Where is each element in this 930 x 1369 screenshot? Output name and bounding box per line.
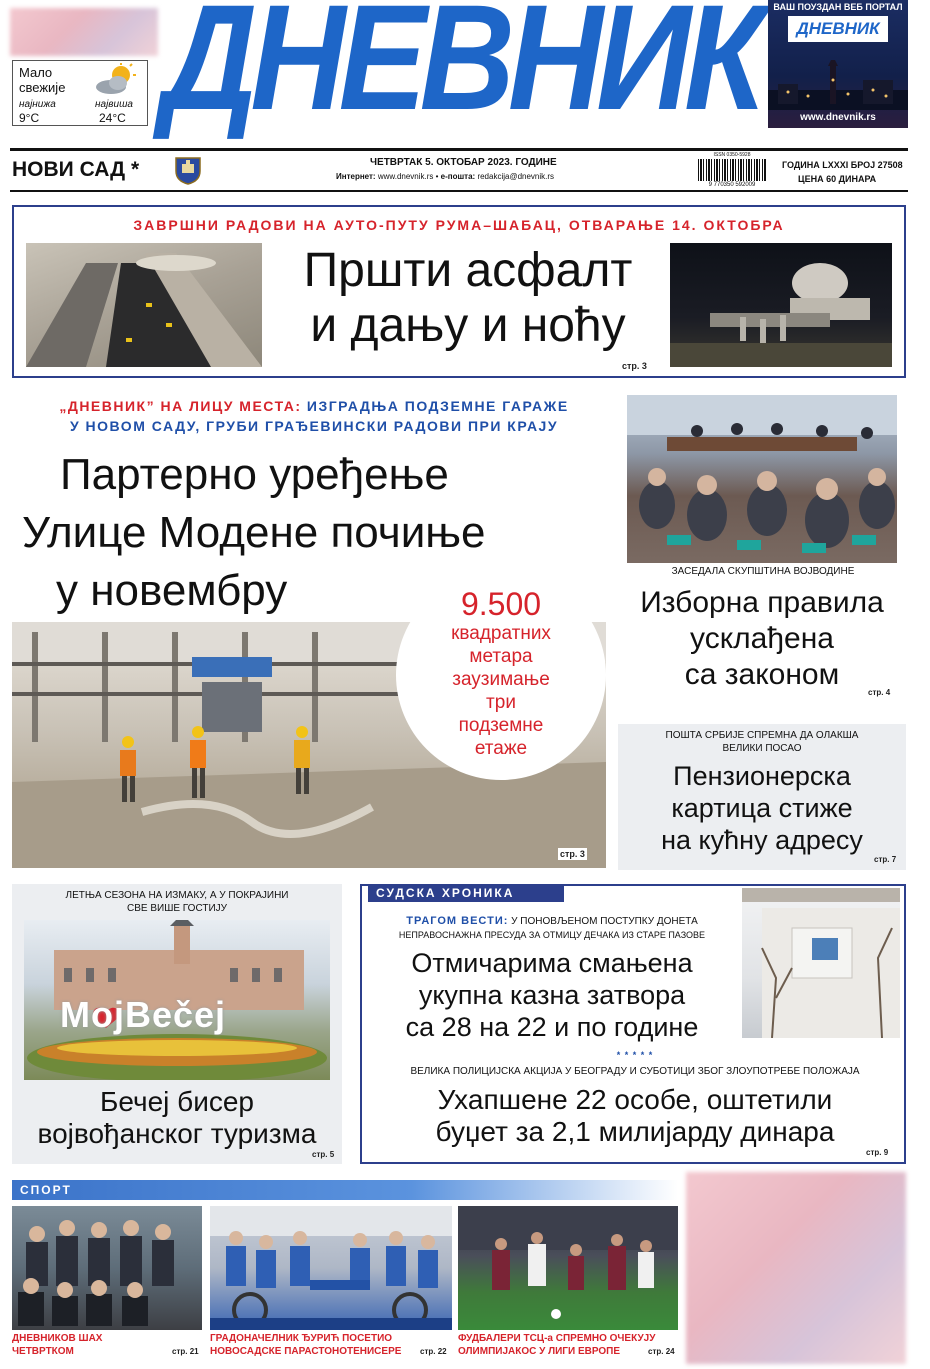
email-label: e-пошта: — [440, 172, 476, 181]
garage-kicker-blue-1: ИЗГРАДЊА ПОДЗЕМНЕ ГАРАЖЕ — [306, 398, 569, 414]
sport-section-label — [12, 1180, 678, 1200]
court-kicker-line-1 — [362, 915, 742, 927]
assembly-headline-3: са законом — [684, 658, 840, 691]
masthead-title: ДНЕВНИК — [162, 0, 759, 141]
badge-number: 9.500 — [460, 586, 542, 622]
promo-brand: ДНЕВНИК — [788, 16, 888, 42]
becej-page-ref[interactable]: стр. 5 — [312, 1150, 335, 1159]
sport-table-tennis-photo — [210, 1206, 452, 1330]
sport-chess-team-photo — [12, 1206, 202, 1330]
promo-tagline: ВАШ ПОУЗДАН ВЕБ ПОРТАЛ — [773, 2, 903, 12]
highway-page-ref[interactable]: стр. 3 — [622, 361, 647, 371]
dateline-issue: ГОДИНА LXXXI БРОЈ 27508 — [782, 160, 903, 170]
pension-headline-3: на кућну адресу — [661, 825, 863, 855]
weather-max-label: највиша — [95, 99, 133, 110]
court-kicker-blue: ТРАГОМ ВЕСТИ: — [406, 915, 509, 927]
court-section-label: СУДСКА ХРОНИКА — [368, 884, 564, 902]
highway-kicker: ЗАВРШНИ РАДОВИ НА АУТО-ПУТУ РУМА–ШАБАЦ, ОТВАРАЊЕ 14. ОКТОБРА — [133, 217, 785, 233]
assembly-session-photo — [627, 395, 897, 563]
dateline-city: НОВИ САД * — [12, 158, 140, 181]
assembly-kicker: ЗАСЕДАЛА СКУПШТИНА ВОЈВОДИНЕ — [671, 566, 855, 577]
garage-kicker-line-2: У НОВОМ САДУ, ГРУБИ ГРАЂЕВИНСКИ РАДОВИ ПРИ КРАЈУ — [69, 418, 559, 434]
badge-line: заузимање — [452, 669, 550, 690]
pension-page-ref[interactable]: стр. 7 — [874, 855, 897, 864]
becej-kicker-1: ЛЕТЊА СЕЗОНА НА ИЗМАКУ, А У ПОКРАЈИНИ — [65, 890, 289, 901]
court-kicker-3: ВЕЛИКА ПОЛИЦИЈСКА АКЦИЈА У БЕОГРАДУ И СУБОТИЦИ ЗБОГ ЗЛОУПОТРЕБЕ ПОЛОЖАЈА — [410, 1066, 860, 1077]
badge-line: метара — [469, 646, 533, 667]
court-kicker-2: НЕПРАВОСНАЖНА ПРЕСУДА ЗА ОТМИЦУ ДЕЧАКА ИЗ СТАРЕ ПАЗОВЕ — [398, 930, 706, 940]
web-portal-promo[interactable] — [768, 0, 908, 128]
dateline-top-rule — [10, 148, 908, 151]
area-badge — [396, 570, 606, 780]
dateline-price: ЦЕНА 60 ДИНАРА — [798, 174, 877, 184]
concrete-mixer-night-photo — [670, 243, 892, 367]
court-headline-5: буџет за 2,1 милијарду динара — [435, 1116, 835, 1147]
internet-label: Интернет: — [336, 172, 376, 181]
garage-headline-2: Улице Модене почиње — [22, 508, 486, 557]
assembly-page-ref[interactable]: стр. 4 — [868, 688, 891, 697]
court-headline-1: Отмичарима смањена — [411, 948, 693, 978]
sport-item-3-page-ref[interactable]: стр. 24 — [648, 1347, 675, 1356]
sport-section-text: СПОРТ — [20, 1183, 72, 1197]
sport-item-2-line-2[interactable]: НОВОСАДСКЕ ПАРАСТОНОТЕНИСЕРЕ — [210, 1346, 402, 1357]
sport-item-1-page-ref[interactable]: стр. 21 — [172, 1347, 199, 1356]
highway-headline-1: Пршти асфалт — [303, 244, 633, 297]
weather-min-value: 9°C — [19, 111, 40, 125]
dateline-date: ЧЕТВРТАК 5. ОКТОБАР 2023. ГОДИНЕ — [370, 157, 557, 168]
badge-line: етаже — [474, 738, 528, 759]
court-headline-2: укупна казна затвора — [418, 980, 686, 1010]
garage-page-ref[interactable]: стр. 3 — [560, 849, 585, 859]
blurred-ad-top-left — [10, 8, 158, 56]
weather-max-value: 24°C — [99, 111, 126, 125]
sport-item-3-line-2[interactable]: ОЛИМПИЈАКОС У ЛИГИ ЕВРОПЕ — [458, 1346, 621, 1357]
pension-kicker-1: ПОШТА СРБИЈЕ СПРЕМНА ДА ОЛАКША — [665, 730, 859, 741]
barcode-number: 9 770350 592009 — [708, 182, 756, 188]
weather-box — [12, 60, 148, 126]
becej-headline-1: Бечеј бисер — [100, 1086, 254, 1117]
sport-item-1-line-2[interactable]: ЧЕТВРТКОМ — [12, 1346, 74, 1357]
barcode-bars — [698, 159, 766, 181]
court-page-ref[interactable]: стр. 9 — [866, 1148, 889, 1157]
sport-item-2-line-1[interactable]: ГРАДОНАЧЕЛНИК ЂУРИЋ ПОСЕТИО — [210, 1333, 393, 1344]
pension-kicker-2: ВЕЛИКИ ПОСАО — [722, 743, 802, 754]
sport-football-match-photo — [458, 1206, 678, 1330]
badge-line: три — [486, 692, 516, 713]
pension-headline-1: Пензионерска — [673, 761, 851, 791]
internet-url[interactable]: www.dnevnik.rs — [377, 172, 434, 181]
promo-url[interactable]: www.dnevnik.rs — [800, 112, 876, 123]
garage-headline-3: у новембру — [56, 566, 288, 615]
sport-item-2-page-ref[interactable]: стр. 22 — [420, 1347, 447, 1356]
sport-item-1-line-1[interactable]: ДНЕВНИКОВ ШАХ — [12, 1333, 103, 1344]
badge-line: квадратних — [451, 623, 551, 644]
house-facade-photo — [742, 888, 900, 1038]
becej-town-sign-photo — [24, 920, 330, 1080]
garage-kicker-line-1 — [14, 398, 614, 414]
garage-headline-1: Партерно уређење — [60, 450, 449, 499]
city-crest-icon — [173, 155, 203, 185]
blurred-ad-bottom-right — [686, 1172, 906, 1364]
weather-min-label: најнижа — [19, 99, 56, 110]
pension-headline-2: картица стиже — [671, 793, 853, 823]
court-headline-3: са 28 на 22 и по године — [405, 1012, 699, 1042]
garage-kicker-red: „ДНЕВНИК” НА ЛИЦУ МЕСТА: — [59, 398, 302, 414]
issn-label: ISSN 0350-5928 — [713, 152, 751, 158]
highway-aerial-photo — [26, 243, 262, 367]
weather-condition: Мало свежије — [19, 65, 66, 95]
email-address[interactable]: redakcija@dnevnik.rs — [477, 172, 555, 181]
court-kicker-1: У ПОНОВЉЕНОМ ПОСТУПКУ ДОНЕТА — [511, 916, 698, 927]
becej-headline-2: војвођанског туризма — [37, 1118, 317, 1149]
highway-headline-2: и дању и ноћу — [310, 299, 626, 352]
partly-cloudy-icon — [93, 63, 139, 97]
assembly-headline-2: усклађена — [690, 622, 834, 655]
assembly-headline-1: Изборна правила — [640, 586, 884, 619]
court-stars-divider: * * * * * — [616, 1050, 654, 1060]
issn-barcode — [694, 152, 770, 188]
becej-sign-text: MojBečej — [60, 994, 227, 1035]
dateline-bottom-rule — [10, 190, 908, 192]
dateline-contacts — [336, 172, 554, 181]
becej-kicker-2: СВЕ ВИШЕ ГОСТИЈУ — [127, 903, 227, 914]
city-night-skyline — [768, 60, 908, 110]
contact-separator: • — [435, 172, 441, 181]
court-headline-4: Ухапшене 22 особе, оштетили — [437, 1084, 833, 1115]
sport-item-3-line-1[interactable]: ФУДБАЛЕРИ ТСЦ-а СПРЕМНО ОЧЕКУЈУ — [458, 1333, 656, 1344]
badge-line: подземне — [458, 715, 544, 736]
